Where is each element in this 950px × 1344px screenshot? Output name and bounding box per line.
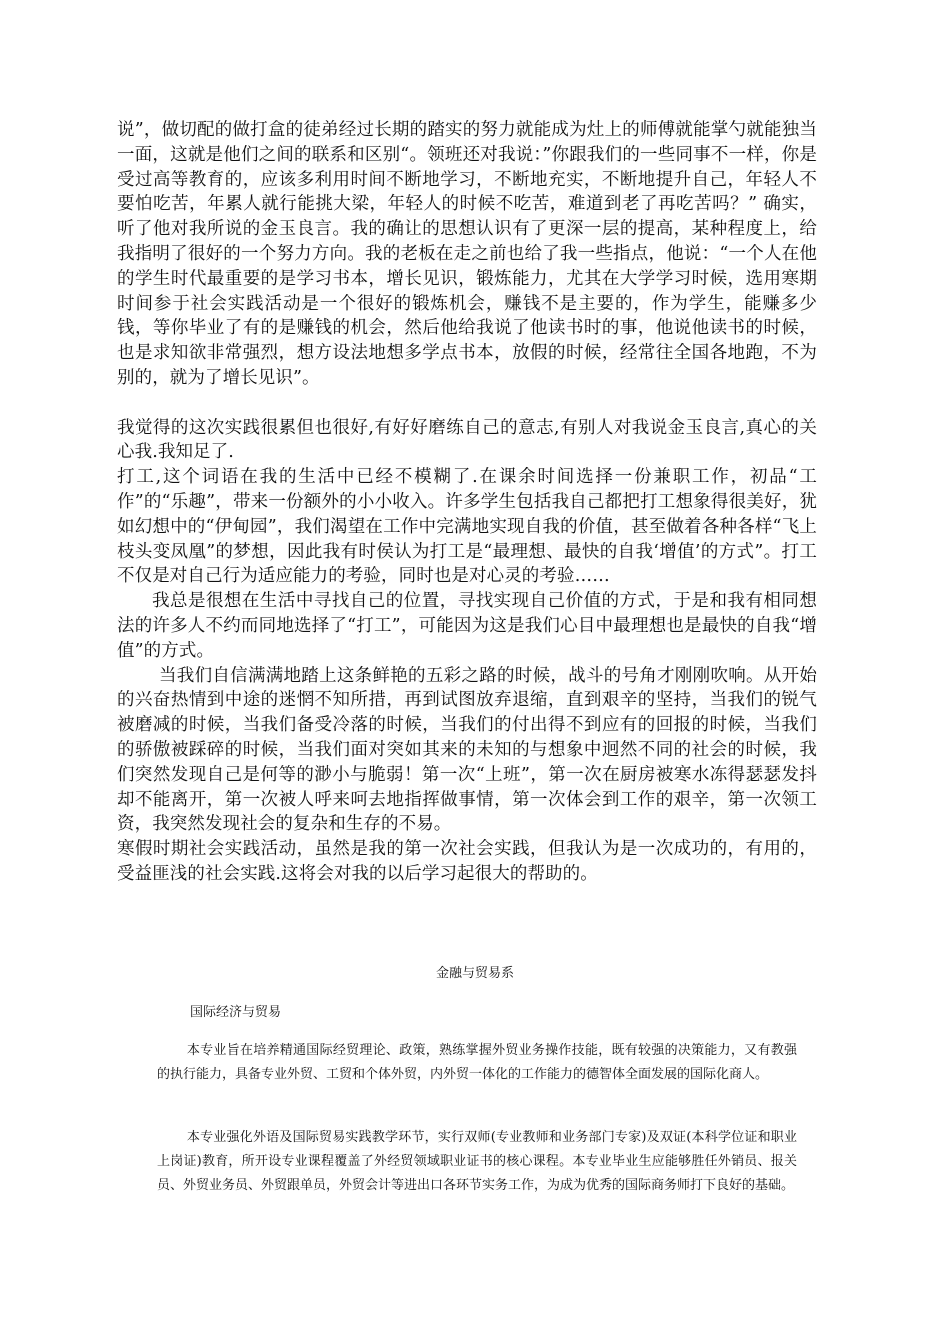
major-description-1-text: 本专业旨在培养精通国际经贸理论、政策，熟练掌握外贸业务操作技能，既有较强的决策能力，又有教强的执行能力，具备专业外贸、工贸和个体外贸，内外贸一体化的工作能力的德智体全面发展的国际化商人。 — [157, 1043, 797, 1082]
essay-paragraph-4: 我总是很想在生活中寻找自己的位置，寻找实现自己价值的方式，于是和我有相同想法的许多人不约而同地选择了“打工”，可能因为这是我们心目中最理想也是最快的自我“增值”的方式。 — [117, 591, 817, 661]
essay-body — [117, 118, 817, 887]
major-description-1 — [157, 1039, 797, 1087]
essay-paragraph-2: 我觉得的这次实践很累但也很好,有好好磨练自己的意志,有别人对我说金玉良言,真心的关心我.我知足了. — [117, 417, 817, 463]
major-description-2 — [157, 1126, 797, 1198]
essay-paragraph-5: 当我们自信满满地踏上这条鲜艳的五彩之路的时候，战斗的号角才刚刚吹响。从开始的兴奋热情到中途的迷惘不知所措，再到试图放弃退缩，直到艰辛的坚持，当我们的锐气被磨减的时候，当我们备受冷落的时候，当我们的付出得不到应有的回报的时候，当我们的骄傲被踩碎的时候，当我们面对突如其来的未知的与想象中迥然不同的社会的时候，我们突然发现自己是何等的渺小与脆弱！第一次“上班”，第一次在厨房被寒水冻得瑟瑟发抖却不能离开，第一次被人呼来呵去地指挥做事情，第一次体会到工作的艰辛，第一次领工资，我突然发现社会的复杂和生存的不易。 — [117, 665, 817, 835]
essay-paragraph-1: 说”，做切配的做打盒的徒弟经过长期的踏实的努力就能成为灶上的师傅就能掌勺就能独当一面，这就是他们之间的联系和区别“。领班还对我说：”你跟我们的一些同事不一样，你是受过高等教育的，应该多利用时间不断地学习，不断地充实，不断地提升自己，年轻人不要怕吃苦，年累人就行能挑大梁，年轻人的时候不吃苦，难道到老了再吃苦吗？” 确实，听了他对我所说的金玉良言。我的确让的思想认识有了更深一层的提高，某种程度上，给我指明了很好的一个努力方向。我的老板在走之前也给了我一些指点，他说：“一个人在他的学生时代最重要的是学习书本，增长见识，锻炼能力，尤其在大学学习时候，选用寒期时间参于社会实践活动是一个很好的锻炼机会，赚钱不是主要的，作为学生，能赚多少钱，等你毕业了有的是赚钱的机会，然后他给我说了他读书时的事，他说他读书的时候，也是求知欲非常强烈，想方设法地想多学点书本，放假的时候，经常往全国各地跑，不为别的，就为了增长见识”。 — [117, 120, 817, 388]
major-title: 国际经济与贸易 — [190, 1005, 282, 1020]
essay-paragraph-3: 打工,这个词语在我的生活中已经不模糊了.在课余时间选择一份兼职工作，初品“工作”的“乐趣”，带来一份额外的小小收入。许多学生包括我自己都把打工想象得很美好，犹如幻想中的“伊甸园”，我们渴望在工作中完满地实现自我的价值，甚至做着各种各样“飞上枝头变凤凰”的梦想，因此我有时侯认为打工是“最理想、最快的自我‘增值’的方式”。打工不仅是对自己行为适应能力的考验，同时也是对心灵的考验…… — [117, 467, 817, 587]
paragraph-spacer — [117, 391, 817, 416]
essay-paragraph-6: 寒假时期社会实践活动，虽然是我的第一次社会实践，但我认为是一次成功的，有用的，受益匪浅的社会实践.这将会对我的以后学习起很大的帮助的。 — [117, 839, 817, 884]
major-description-2-text: 本专业强化外语及国际贸易实践教学环节，实行双师(专业教师和业务部门专家)及双证(本科学位证和职业上岗证)教育，所开设专业课程覆盖了外经贸领域职业证书的核心课程。本专业毕业生应能够胜任外销员、报关员、外贸业务员、外贸跟单员，外贸会计等进出口各环节实务工作，为成为优秀的国际商务师打下良好的基础。 — [157, 1130, 797, 1193]
department-title: 金融与贸易系 — [435, 966, 514, 981]
